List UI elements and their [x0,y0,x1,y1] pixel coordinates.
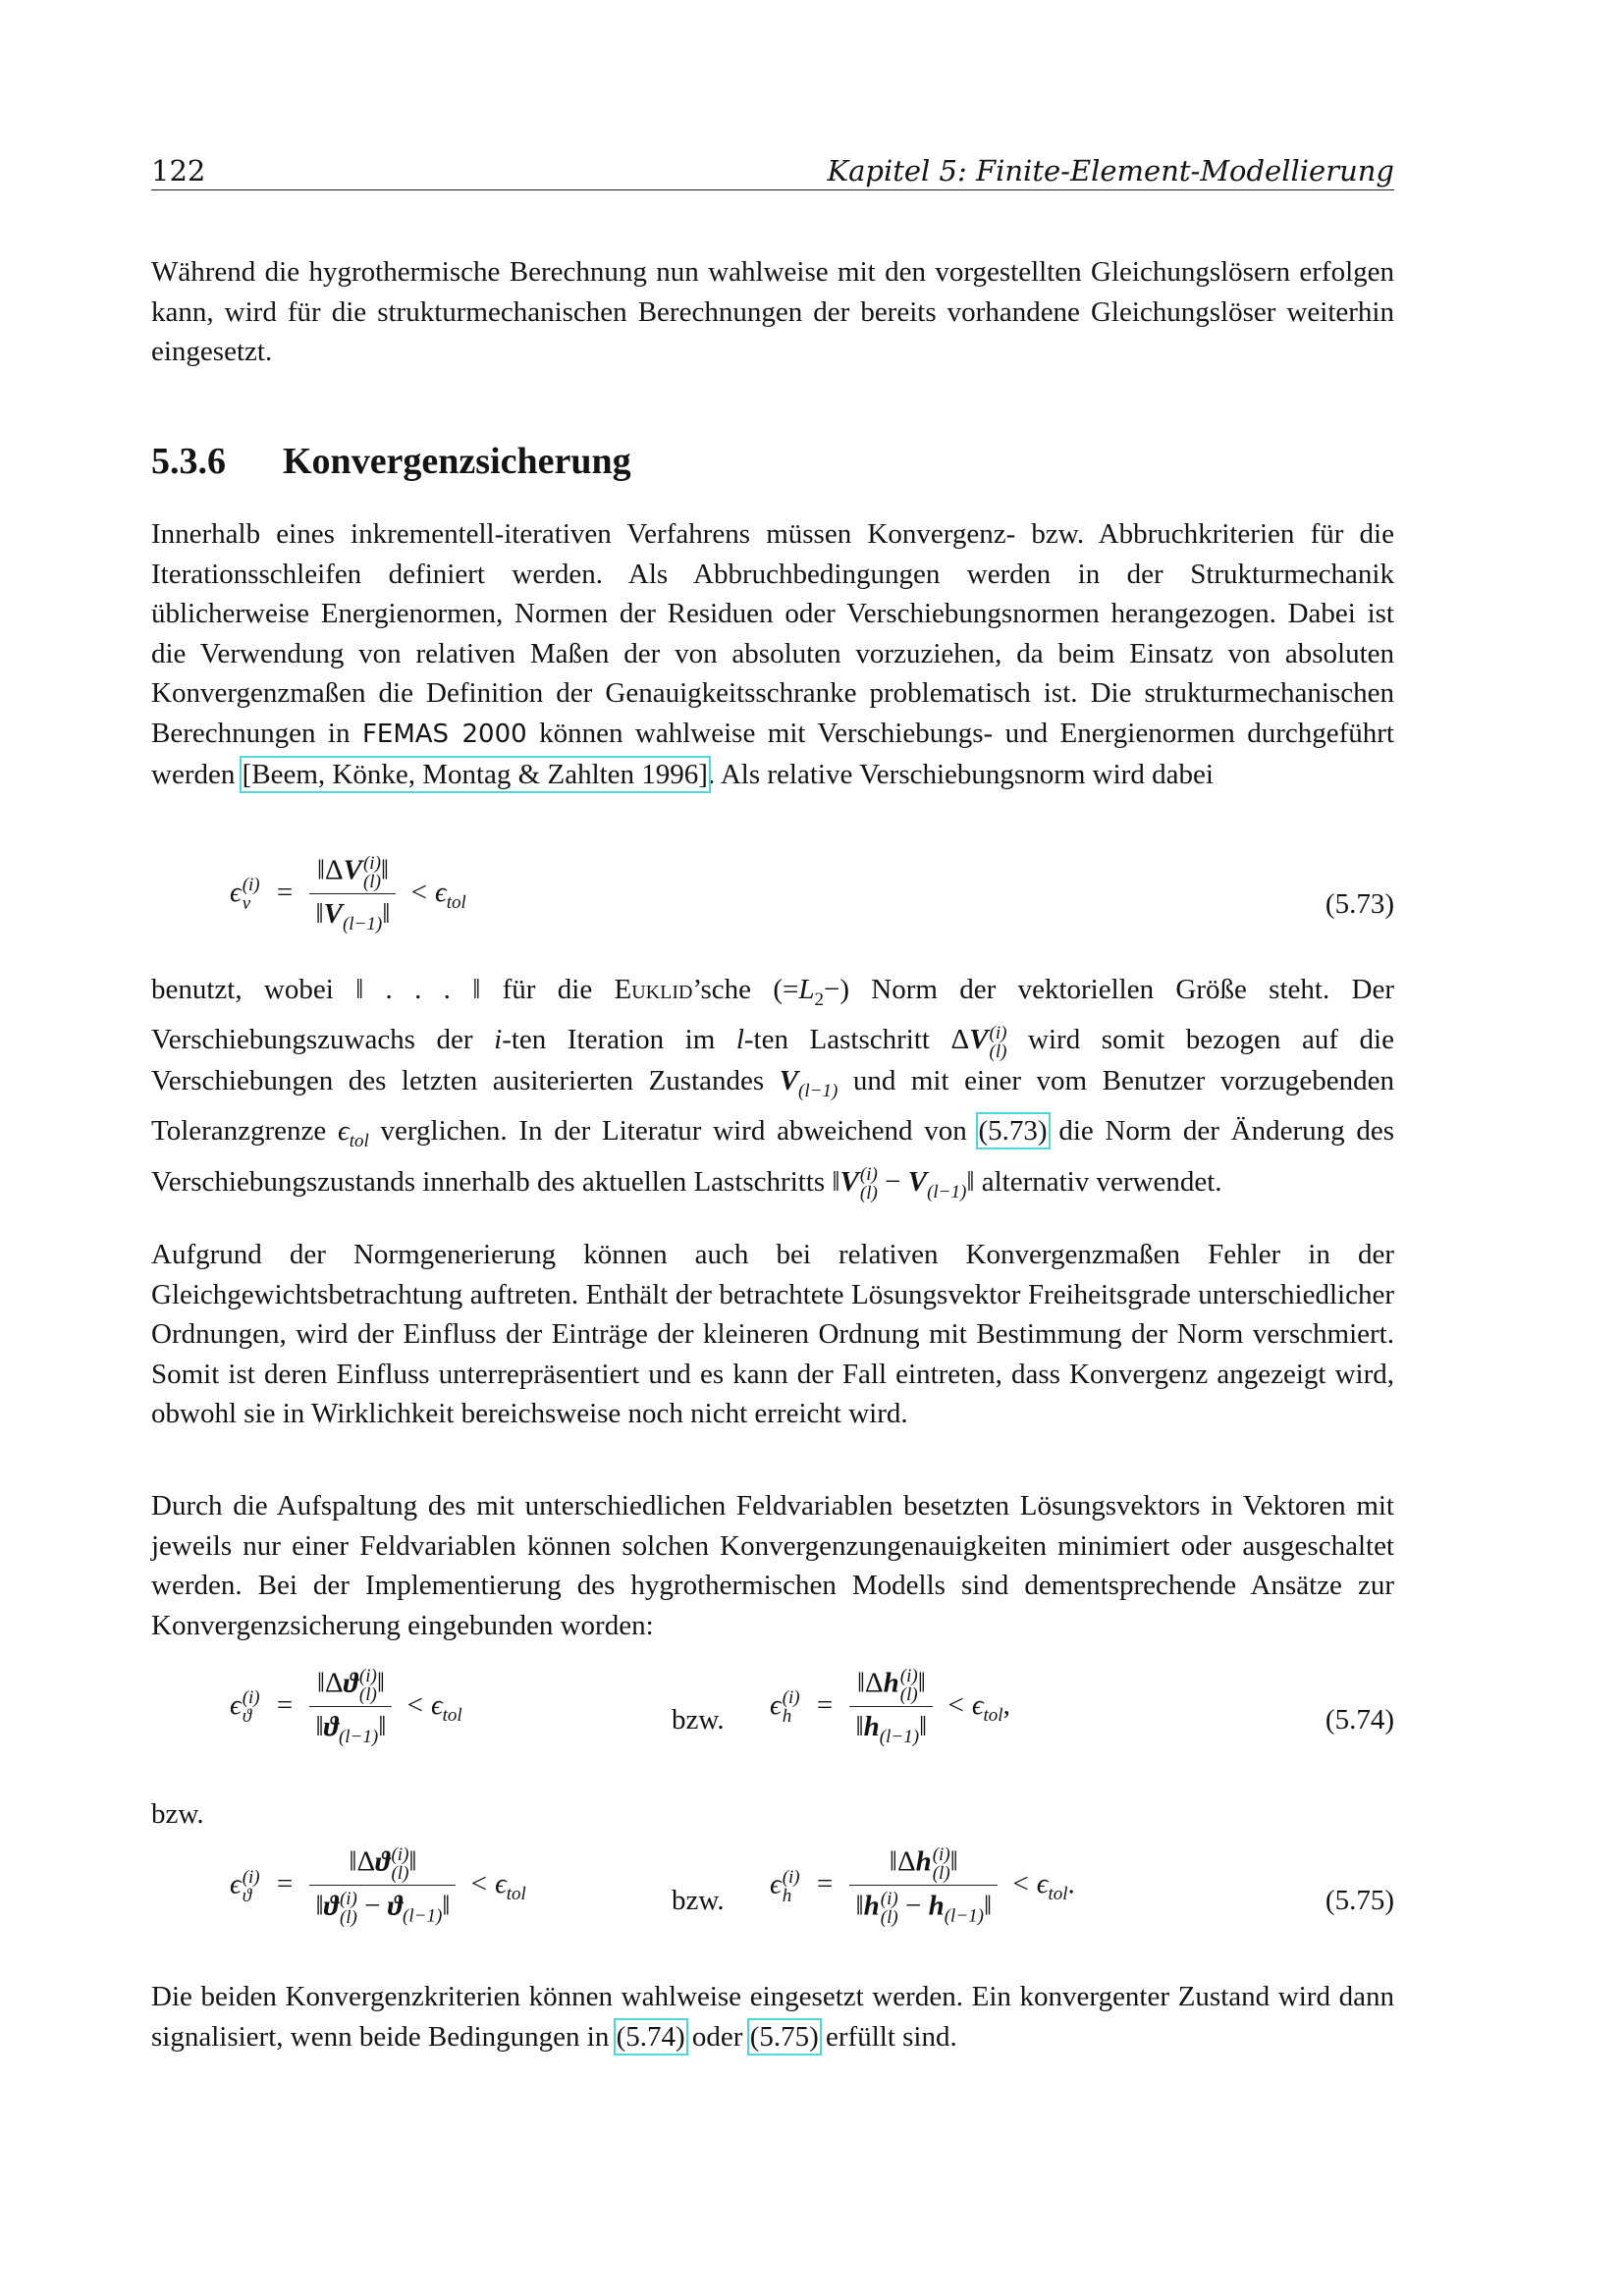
p2-t2: ’sche (= [692,974,799,1005]
paragraph-4: Durch die Aufspaltung des mit unterschiedlichen Feldvariablen besetzten Lösungsvektors in Vektoren mit jeweils nur einer Feldvariablen können solchen Konvergenzungenauigkeiten minimiert oder ausgeschaltet werden. Bei der Implementierung des hygrothermischen Modells sind dementsprechende Ansätze zur Konvergenzsicherung eingebunden worden: [151,1490,1394,1641]
eq575-right: ϵ (i) h = ‖Δh (i) (l) ‖ ‖h (i) (l) − $h_{(l-1)}‖$ < $\epsilon_{tol}$. [770,1844,1075,1928]
paragraph-2: benutzt, wobei ‖ . . . ‖ für die Euklid’sche $(=L_2-)$ Norm der vektoriellen Größe steht. Der Verschiebungszuwachs der i-ten Iteration im l-ten Lastschritt ΔV (i) (l) wird somit bezogen auf die Verschiebungen des letzten ausiterierten Zustandes $V_{(l-1)}$ und mit einer vom Benutzer vorzugebenden Toleranzgrenze $\epsilon_{tol}$ verglichen. In der Literatur wird abweichend von (5.73) die Norm der Änderung des Verschiebungszustands innerhalb des aktuellen Lastschritts ‖V (i) (l) − $V_{(l-1)}‖$ alternativ verwendet. [151,974,1394,1203]
page [151,0,1394,2296]
equation-ref-5-73[interactable]: (5.73) [978,1115,1048,1148]
p2-t10: alternativ verwendet. [974,1165,1222,1198]
equation-ref-5-74[interactable]: (5.74) [616,2020,685,2053]
p2-t4: -ten Iteration im [502,1024,736,1056]
p2-t1: benutzt, wobei ‖ . . . ‖ für die [151,974,615,1005]
bzw-label: bzw. [151,1798,204,1830]
paragraph-5 [151,1977,1394,2056]
page-number: 122 [151,154,206,187]
equation-5-74 [151,1667,1394,1777]
running-header [151,152,1394,190]
eq574-left: ϵ (i) ϑ = ‖Δϑ (i) (l) ‖ $‖ϑ_{(l-1)}‖$ < $\epsilon_{tol}$ [230,1666,462,1747]
chapter-title: Kapitel 5: Finite-Element-Modellierung [827,154,1394,187]
equation-ref-5-75[interactable]: (5.75) [749,2020,819,2053]
equation-number: (5.75) [1325,1885,1394,1916]
euklid-name: Euklid [614,974,693,1005]
equation-5-75 [151,1845,1394,1963]
paragraph-1 [151,514,1394,794]
equation-5-73 [151,854,1394,962]
section-title: Konvergenzsicherung [283,441,631,482]
para1-text-a: Innerhalb eines inkrementell-iterativen Verfahrens müssen Konvergenz- bzw. Abbruchkriterien für die Iterationsschleifen definiert werden. Als Abbruchbedingungen werden in der Strukturmechanik üblicherweise Energienormen, Normen der Residuen oder Verschiebungsnormen herangezogen. Dabei ist die Verwendung von relativen Maßen der von absoluten vorzuziehen, da beim Einsatz von absoluten Konvergenzmaßen die Definition der Genauigkeitsschranke problematisch ist. Die strukturmechanischen Berechnungen in [151,518,1394,749]
eq573-body: ϵ (i) v = ‖ΔV (i) (l) ‖ $‖V_{(l-1)}‖$ < $\epsilon_{tol}$ [230,853,466,934]
eq574-right: ϵ (i) h = ‖Δh (i) (l) ‖ $‖h_{(l-1)}‖$ < $\epsilon_{tol}$, [770,1666,1010,1747]
eq575-bzw: bzw. [672,1885,725,1916]
p2-t6: wird somit bezogen auf die Verschiebungen des letzten ausiterierten Zustandes [151,1024,1394,1096]
p2-t8: verglichen. In der Literatur wird abweichend von [368,1115,979,1148]
citation-link[interactable]: [Beem, Könke, Montag & Zahlten 1996] [242,758,708,790]
equation-number: (5.73) [1325,888,1394,920]
p2-t9: die Norm der Änderung des Verschiebungszustands innerhalb des aktuellen Lastschritts [151,1115,1394,1198]
p5-t3: erfüllt sind. [818,2020,957,2053]
section-heading [151,440,631,483]
p5-t1: Die beiden Konvergenzkriterien können wahlweise eingesetzt werden. Ein konvergenter Zustand wird dann signalisiert, wenn beide Bedingungen in [151,1981,1394,2053]
para1-text-c: . Als relative Verschiebungsnorm wird dabei [707,758,1214,790]
p2-t7: und mit einer vom Benutzer vorzugebenden Toleranzgrenze [151,1064,1394,1148]
equation-number: (5.74) [1325,1704,1394,1735]
para1-text-b: können wahlweise mit Verschiebungs- und Energienormen durchgeführt werden [151,717,1394,790]
p2-t3: −) Norm der vektoriellen Größe steht. Der Verschiebungszuwachs der [151,974,1394,1056]
paragraph-3: Aufgrund der Normgenerierung können auch bei relativen Konvergenzmaßen Fehler in der Gleichgewichtsbetrachtung auftreten. Enthält der betrachtete Lösungsvektor Freiheitsgrade unterschiedlicher Ordnungen, wird der Einfluss der Einträge der kleineren Ordnung mit Bestimmung der Norm verschmiert. Somit ist deren Einfluss unterrepräsentiert und es kann der Fall eintreten, dass Konvergenz angezeigt wird, obwohl sie in Wirklichkeit bereichsweise noch nicht erreicht wird. [151,1239,1394,1430]
section-number: 5.3.6 [151,441,226,482]
p2-t5: -ten Lastschritt [743,1024,951,1056]
intro-paragraph: Während die hygrothermische Berechnung nun wahlweise mit den vorgestellten Gleichungslösern erfolgen kann, wird für die strukturmechanischen Berechnungen der bereits vorhandene Gleichungslöser weiterhin eingesetzt. [151,256,1394,368]
p5-t2: oder [684,2020,750,2053]
eq574-bzw: bzw. [672,1704,725,1735]
software-name: FEMAS 2000 [361,719,527,749]
eq575-left: ϵ (i) ϑ = ‖Δϑ (i) (l) ‖ ‖ϑ (i) (l) − $ϑ_{(l-1)}‖$ < $\epsilon_{tol}$ [230,1844,526,1928]
